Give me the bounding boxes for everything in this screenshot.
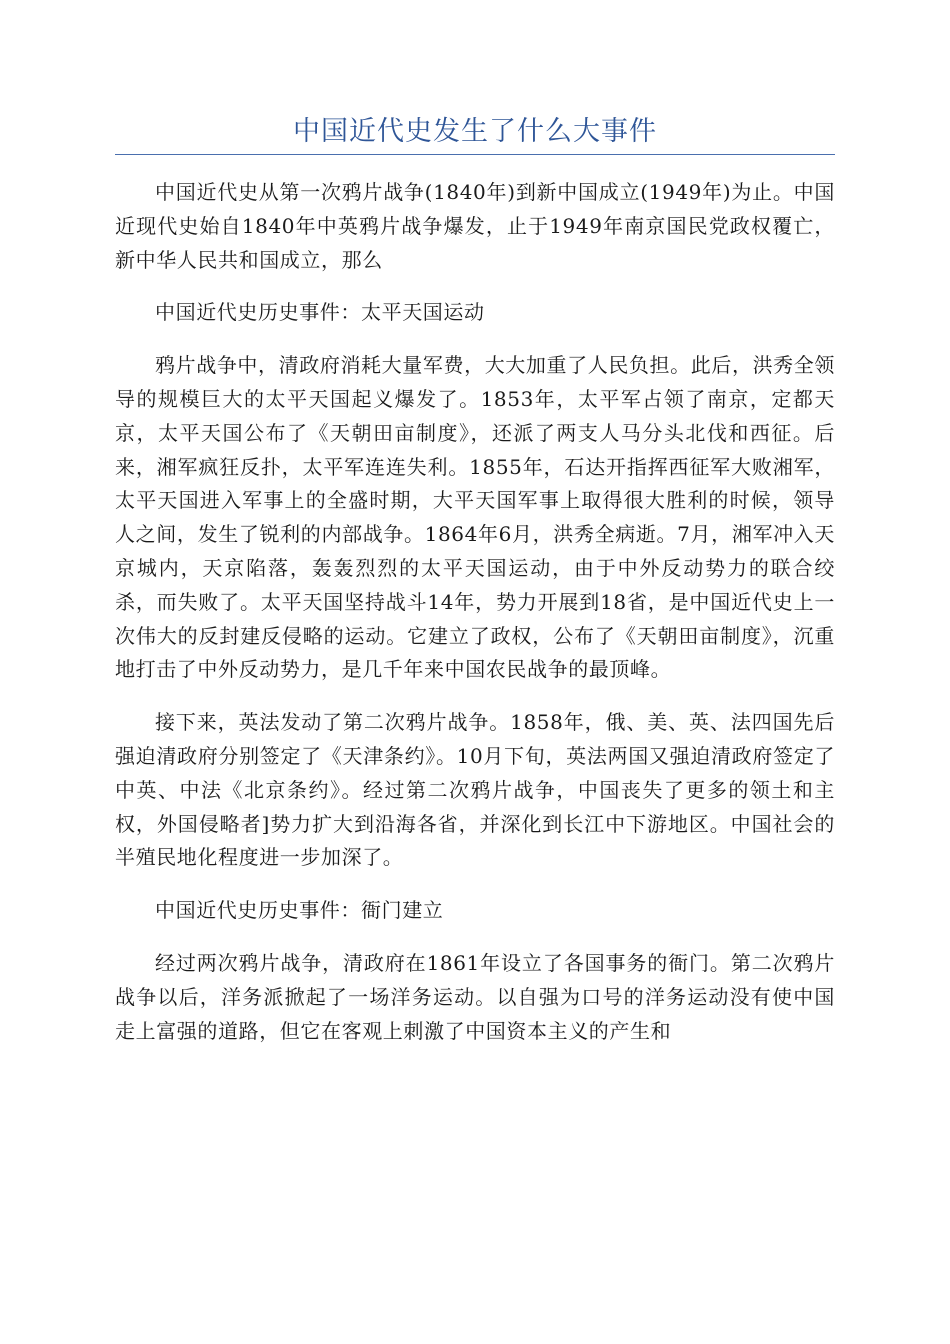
paragraph-intro: 中国近代史从第一次鸦片战争(1840年)到新中国成立(1949年)为止。中国近现代史始自1840年中英鸦片战争爆发，止于1949年南京国民党政权覆亡，新中华人民共和国成立，那么 [115,180,835,272]
section-heading-taiping: 中国近代史历史事件：太平天国运动 [155,300,485,325]
paragraph-taiping: 鸦片战争中，清政府消耗大量军费，大大加重了人民负担。此后，洪秀全领导的规模巨大的太平天国起义爆发了。1853年，太平军占领了南京，定都天京，太平天国公布了《天朝田亩制度》，还派了两支人马分头北伐和西征。后来，湘军疯狂反扑，太平军连连失利。1855年，石达开指挥西征军大败湘军，太平天国进入军事上的全盛时期，大平天国军事上取得很大胜利的时候，领导人之间，发生了锐利的内部战争。1864年6月，洪秀全病逝。7月，湘军冲入天京城内，天京陷落，轰轰烈烈的太平天国运动，由于中外反动势力的联合绞杀，而失败了。太平天国坚持战斗14年，势力开展到18省，是中国近代史上一次伟大的反封建反侵略的运动。它建立了政权，公布了《天朝田亩制度》，沉重地打击了中外反动势力，是几千年来中国农民战争的最顶峰。 [115,353,835,682]
document-title: 中国近代史发生了什么大事件 [293,116,657,147]
paragraph-second-opium-war: 接下来，英法发动了第二次鸦片战争。1858年，俄、美、英、法四国先后强迫清政府分别签定了《天津条约》。10月下旬，英法两国又强迫清政府签定了中英、中法《北京条约》。经过第二次鸦片战争，中国丧失了更多的领土和主权，外国侵略者]势力扩大到沿海各省，并深化到长江中下游地区。中国社会的半殖民地化程度进一步加深了。 [115,710,835,870]
paragraph-yamen: 经过两次鸦片战争，清政府在1861年设立了各国事务的衙门。第二次鸦片战争以后，洋务派掀起了一场洋务运动。以自强为口号的洋务运动没有使中国走上富强的道路，但它在客观上刺激了中国资本主义的产生和 [115,950,835,1043]
document-body [115,176,835,1067]
section-heading-yamen: 中国近代史历史事件：衙门建立 [155,898,444,923]
title-underline [115,154,835,155]
